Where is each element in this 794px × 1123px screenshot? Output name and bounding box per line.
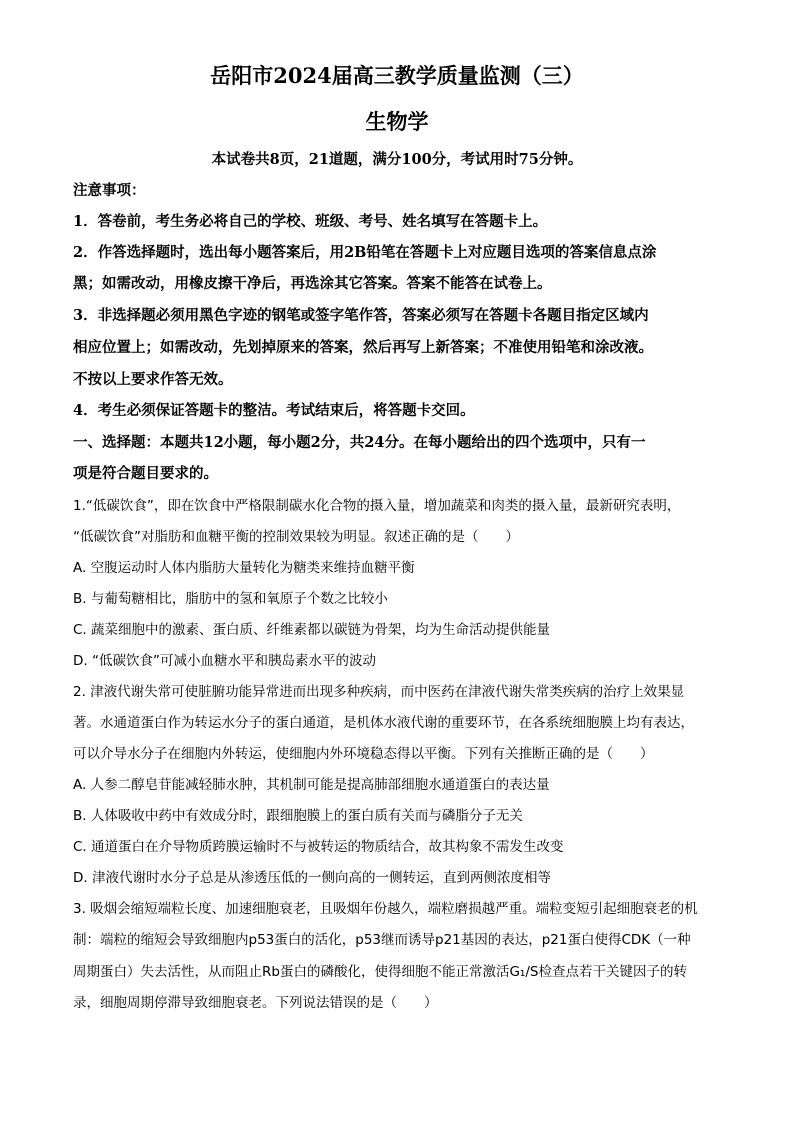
- notice-line: 2．作答选择题时，选出每小题答案后，用2B铅笔在答题卡上对应题目选项的答案信息点涂: [73, 244, 657, 261]
- notice-line: 相应位置上；如需改动，先划掉原来的答案，然后再写上新答案；不准使用铅笔和涂改液。: [73, 339, 653, 356]
- section-heading: 一、选择题：本题共12小题，每小题2分，共24分。在每小题给出的四个选项中，只有一: [73, 434, 646, 451]
- option-d: D. 津液代谢时水分子总是从渗透压低的一侧向高的一侧转运，直到两侧浓度相等: [73, 870, 551, 886]
- notice-line: 4．考生必须保证答题卡的整洁。考试结束后，将答题卡交回。: [73, 402, 475, 419]
- notice-line: 1．答卷前，考生务必将自己的学校、班级、考号、姓名填写在答题卡上。: [73, 213, 548, 230]
- question-stem: 录，细胞周期停滞导致细胞衰老。下列说法错误的是（ ）: [73, 995, 438, 1011]
- notice-line: 黑；如需改动，用橡皮擦干净后，再选涂其它答案。答案不能答在试卷上。: [73, 275, 552, 292]
- question-stem: 3. 吸烟会缩短端粒长度、加速细胞衰老，且吸烟年份越久，端粒磨损越严重。端粒变短引起细胞衰老的机: [73, 901, 698, 917]
- question-stem: 著。水通道蛋白作为转运水分子的蛋白通道，是机体水液代谢的重要环节，在各系统细胞膜上均有表达，: [73, 715, 694, 731]
- option-a: A. 人参二醇皂苷能减轻肺水肿，其机制可能是提高肺部细胞水通道蛋白的表达量: [73, 777, 550, 793]
- question-stem: 周期蛋白）失去活性，从而阻止Rb蛋白的磷酸化，使得细胞不能正常激活G₁/S检查点若干关键因子的转: [73, 964, 687, 980]
- exam-info: 本试卷共8页，21道题，满分100分，考试用时75分钟。: [211, 151, 583, 168]
- question-stem: 2. 津液代谢失常可使脏腑功能异常进而出现多种疾病，而中医药在津液代谢失常类疾病的治疗上效果显: [73, 684, 685, 700]
- exam-title: 岳阳市2024届高三教学质量监测（三）: [210, 63, 584, 88]
- question-stem: 1.“低碳饮食”，即在饮食中严格限制碳水化合物的摄入量，增加蔬菜和肉类的摄入量，最新研究表明，: [73, 498, 681, 514]
- option-b: B. 与葡萄糖相比，脂肪中的氢和氧原子个数之比较小: [73, 591, 388, 607]
- question-stem: 制：端粒的缩短会导致细胞内p53蛋白的活化，p53继而诱导p21基因的表达，p21蛋白使得CDK（一种: [73, 932, 691, 948]
- notice-heading: 注意事项：: [73, 182, 146, 199]
- subject-title: 生物学: [365, 109, 429, 134]
- option-d: D. “低碳饮食”可减小血糖水平和胰岛素水平的波动: [73, 653, 376, 669]
- question-stem: 可以介导水分子在细胞内外转运，使细胞内外环境稳态得以平衡。下列有关推断正确的是（ ）: [73, 746, 654, 762]
- option-c: C. 通道蛋白在介导物质跨膜运输时不与被转运的物质结合，故其构象不需发生改变: [73, 839, 564, 855]
- section-heading: 项是符合题目要求的。: [73, 465, 218, 482]
- option-b: B. 人体吸收中药中有效成分时，跟细胞膜上的蛋白质有关而与磷脂分子无关: [73, 808, 523, 824]
- notice-line: 不按以上要求作答无效。: [73, 371, 233, 388]
- notice-line: 3．非选择题必须用黑色字迹的钢笔或签字笔作答，答案必须写在答题卡各题目指定区域内: [73, 307, 649, 324]
- option-c: C. 蔬菜细胞中的激素、蛋白质、纤维素都以碳链为骨架，均为生命活动提供能量: [73, 622, 551, 638]
- question-stem: “低碳饮食”对脂肪和血糖平衡的控制效果较为明显。叙述正确的是（ ）: [73, 529, 519, 545]
- option-a: A. 空腹运动时人体内脂肪大量转化为糖类来维持血糖平衡: [73, 560, 415, 576]
